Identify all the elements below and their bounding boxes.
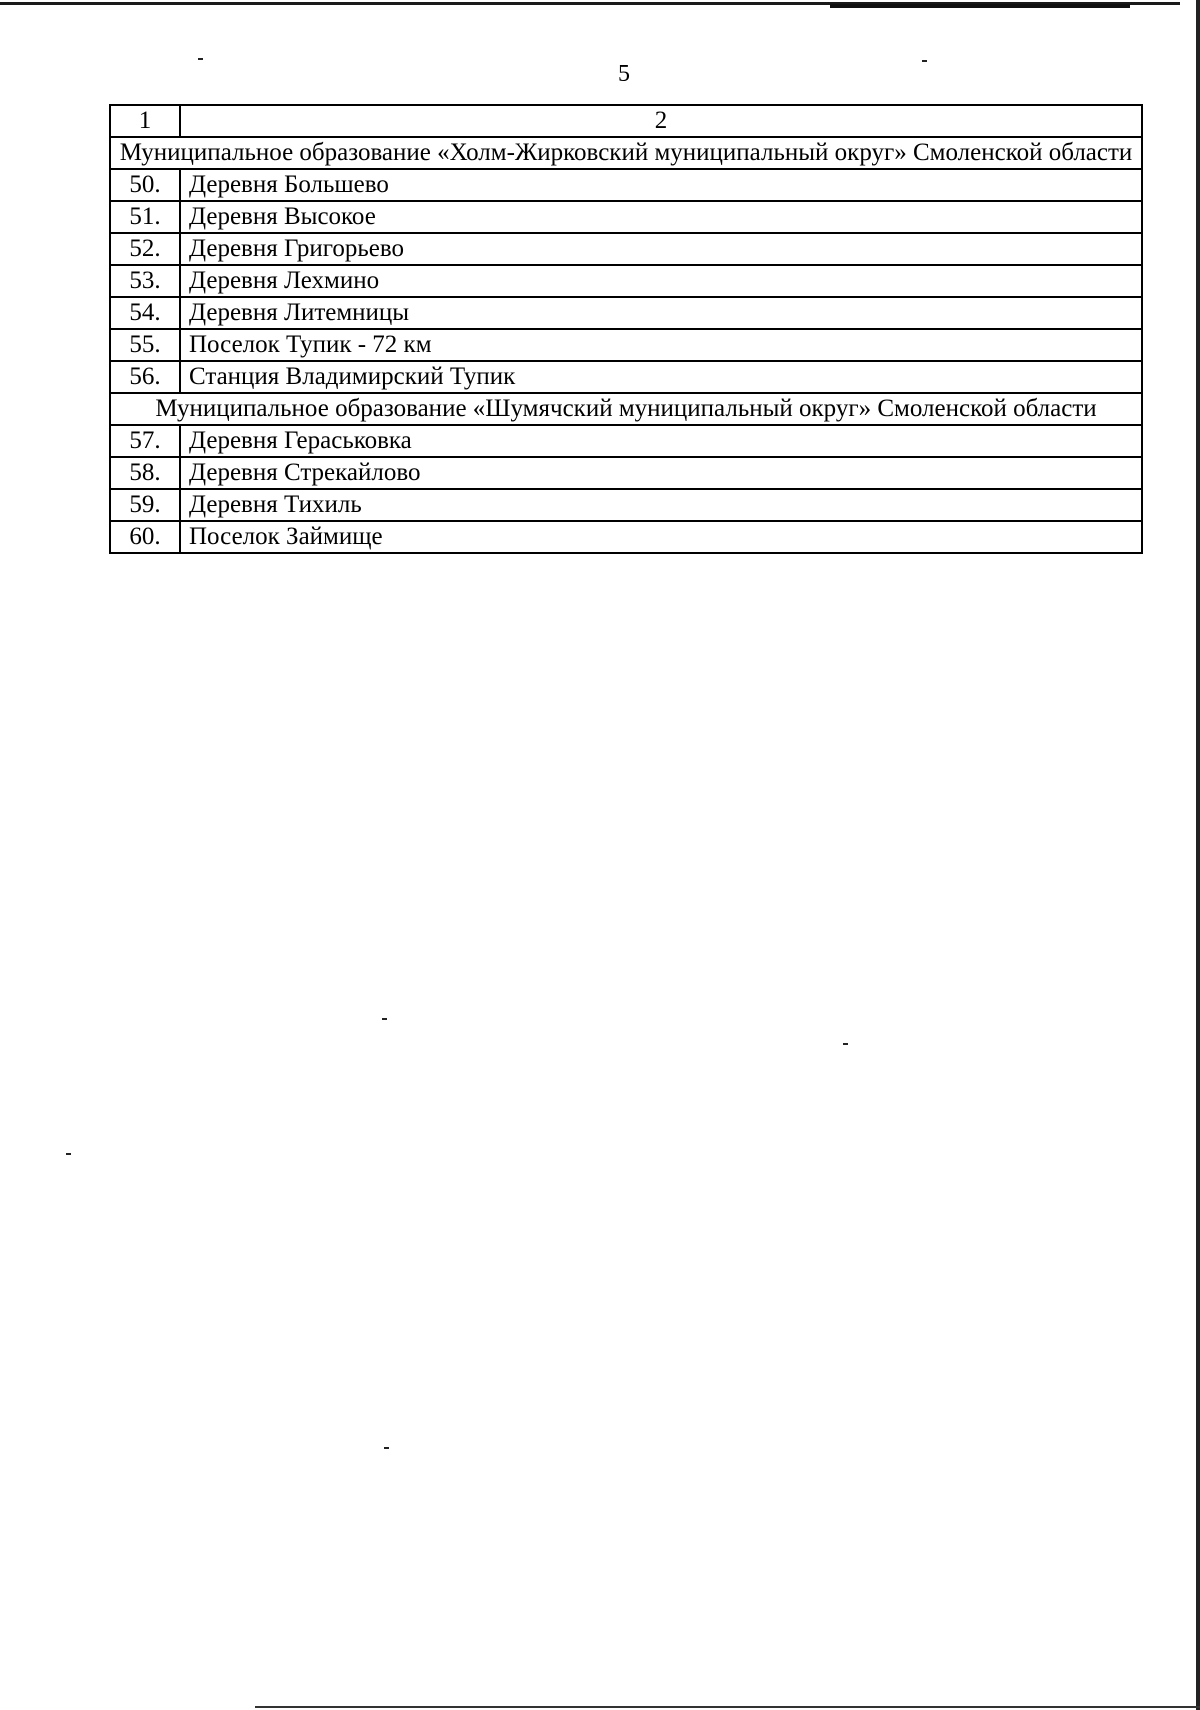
settlement-name: Деревня Лехмино bbox=[180, 265, 1142, 297]
settlement-name: Деревня Стрекайлово bbox=[180, 457, 1142, 489]
row-number: 54. bbox=[110, 297, 180, 329]
settlement-name: Поселок Тупик - 72 км bbox=[180, 329, 1142, 361]
section-row bbox=[110, 137, 1142, 169]
settlement-name: Деревня Большево bbox=[180, 169, 1142, 201]
settlement-name: Поселок Займище bbox=[180, 521, 1142, 553]
row-number: 60. bbox=[110, 521, 180, 553]
scan-edge-bottom bbox=[255, 1706, 1200, 1708]
table-row bbox=[110, 265, 1142, 297]
settlement-name: Деревня Гераськовка bbox=[180, 425, 1142, 457]
row-number: 57. bbox=[110, 425, 180, 457]
row-number: 53. bbox=[110, 265, 180, 297]
section-title: Муниципальное образование «Шумячский муниципальный округ» Смоленской области bbox=[110, 393, 1142, 425]
row-number: 59. bbox=[110, 489, 180, 521]
scan-speck bbox=[382, 1018, 387, 1020]
table-row bbox=[110, 169, 1142, 201]
table-row bbox=[110, 457, 1142, 489]
table-row bbox=[110, 233, 1142, 265]
row-number: 55. bbox=[110, 329, 180, 361]
section-row bbox=[110, 393, 1142, 425]
scan-speck bbox=[66, 1153, 71, 1155]
section-title: Муниципальное образование «Холм-Жирковский муниципальный округ» Смоленской области bbox=[110, 137, 1142, 169]
scan-speck bbox=[843, 1043, 848, 1045]
row-number: 50. bbox=[110, 169, 180, 201]
scan-edge-right bbox=[1196, 0, 1200, 1710]
table-row bbox=[110, 521, 1142, 553]
settlement-name: Деревня Высокое bbox=[180, 201, 1142, 233]
table-row bbox=[110, 297, 1142, 329]
settlement-name: Деревня Литемницы bbox=[180, 297, 1142, 329]
row-number: 58. bbox=[110, 457, 180, 489]
header-col-2: 2 bbox=[180, 105, 1142, 137]
header-col-1: 1 bbox=[110, 105, 180, 137]
row-number: 56. bbox=[110, 361, 180, 393]
table-row bbox=[110, 489, 1142, 521]
scan-speck bbox=[384, 1447, 389, 1449]
row-number: 51. bbox=[110, 201, 180, 233]
table-header-row bbox=[110, 105, 1142, 137]
settlement-name: Станция Владимирский Тупик bbox=[180, 361, 1142, 393]
settlement-name: Деревня Тихиль bbox=[180, 489, 1142, 521]
table-row bbox=[110, 329, 1142, 361]
page-number: 5 bbox=[618, 61, 630, 87]
row-number: 52. bbox=[110, 233, 180, 265]
table-row bbox=[110, 201, 1142, 233]
table-row bbox=[110, 425, 1142, 457]
settlement-name: Деревня Григорьево bbox=[180, 233, 1142, 265]
settlements-table bbox=[109, 104, 1143, 554]
scan-edge-top-segment bbox=[830, 4, 1130, 8]
table-row bbox=[110, 361, 1142, 393]
